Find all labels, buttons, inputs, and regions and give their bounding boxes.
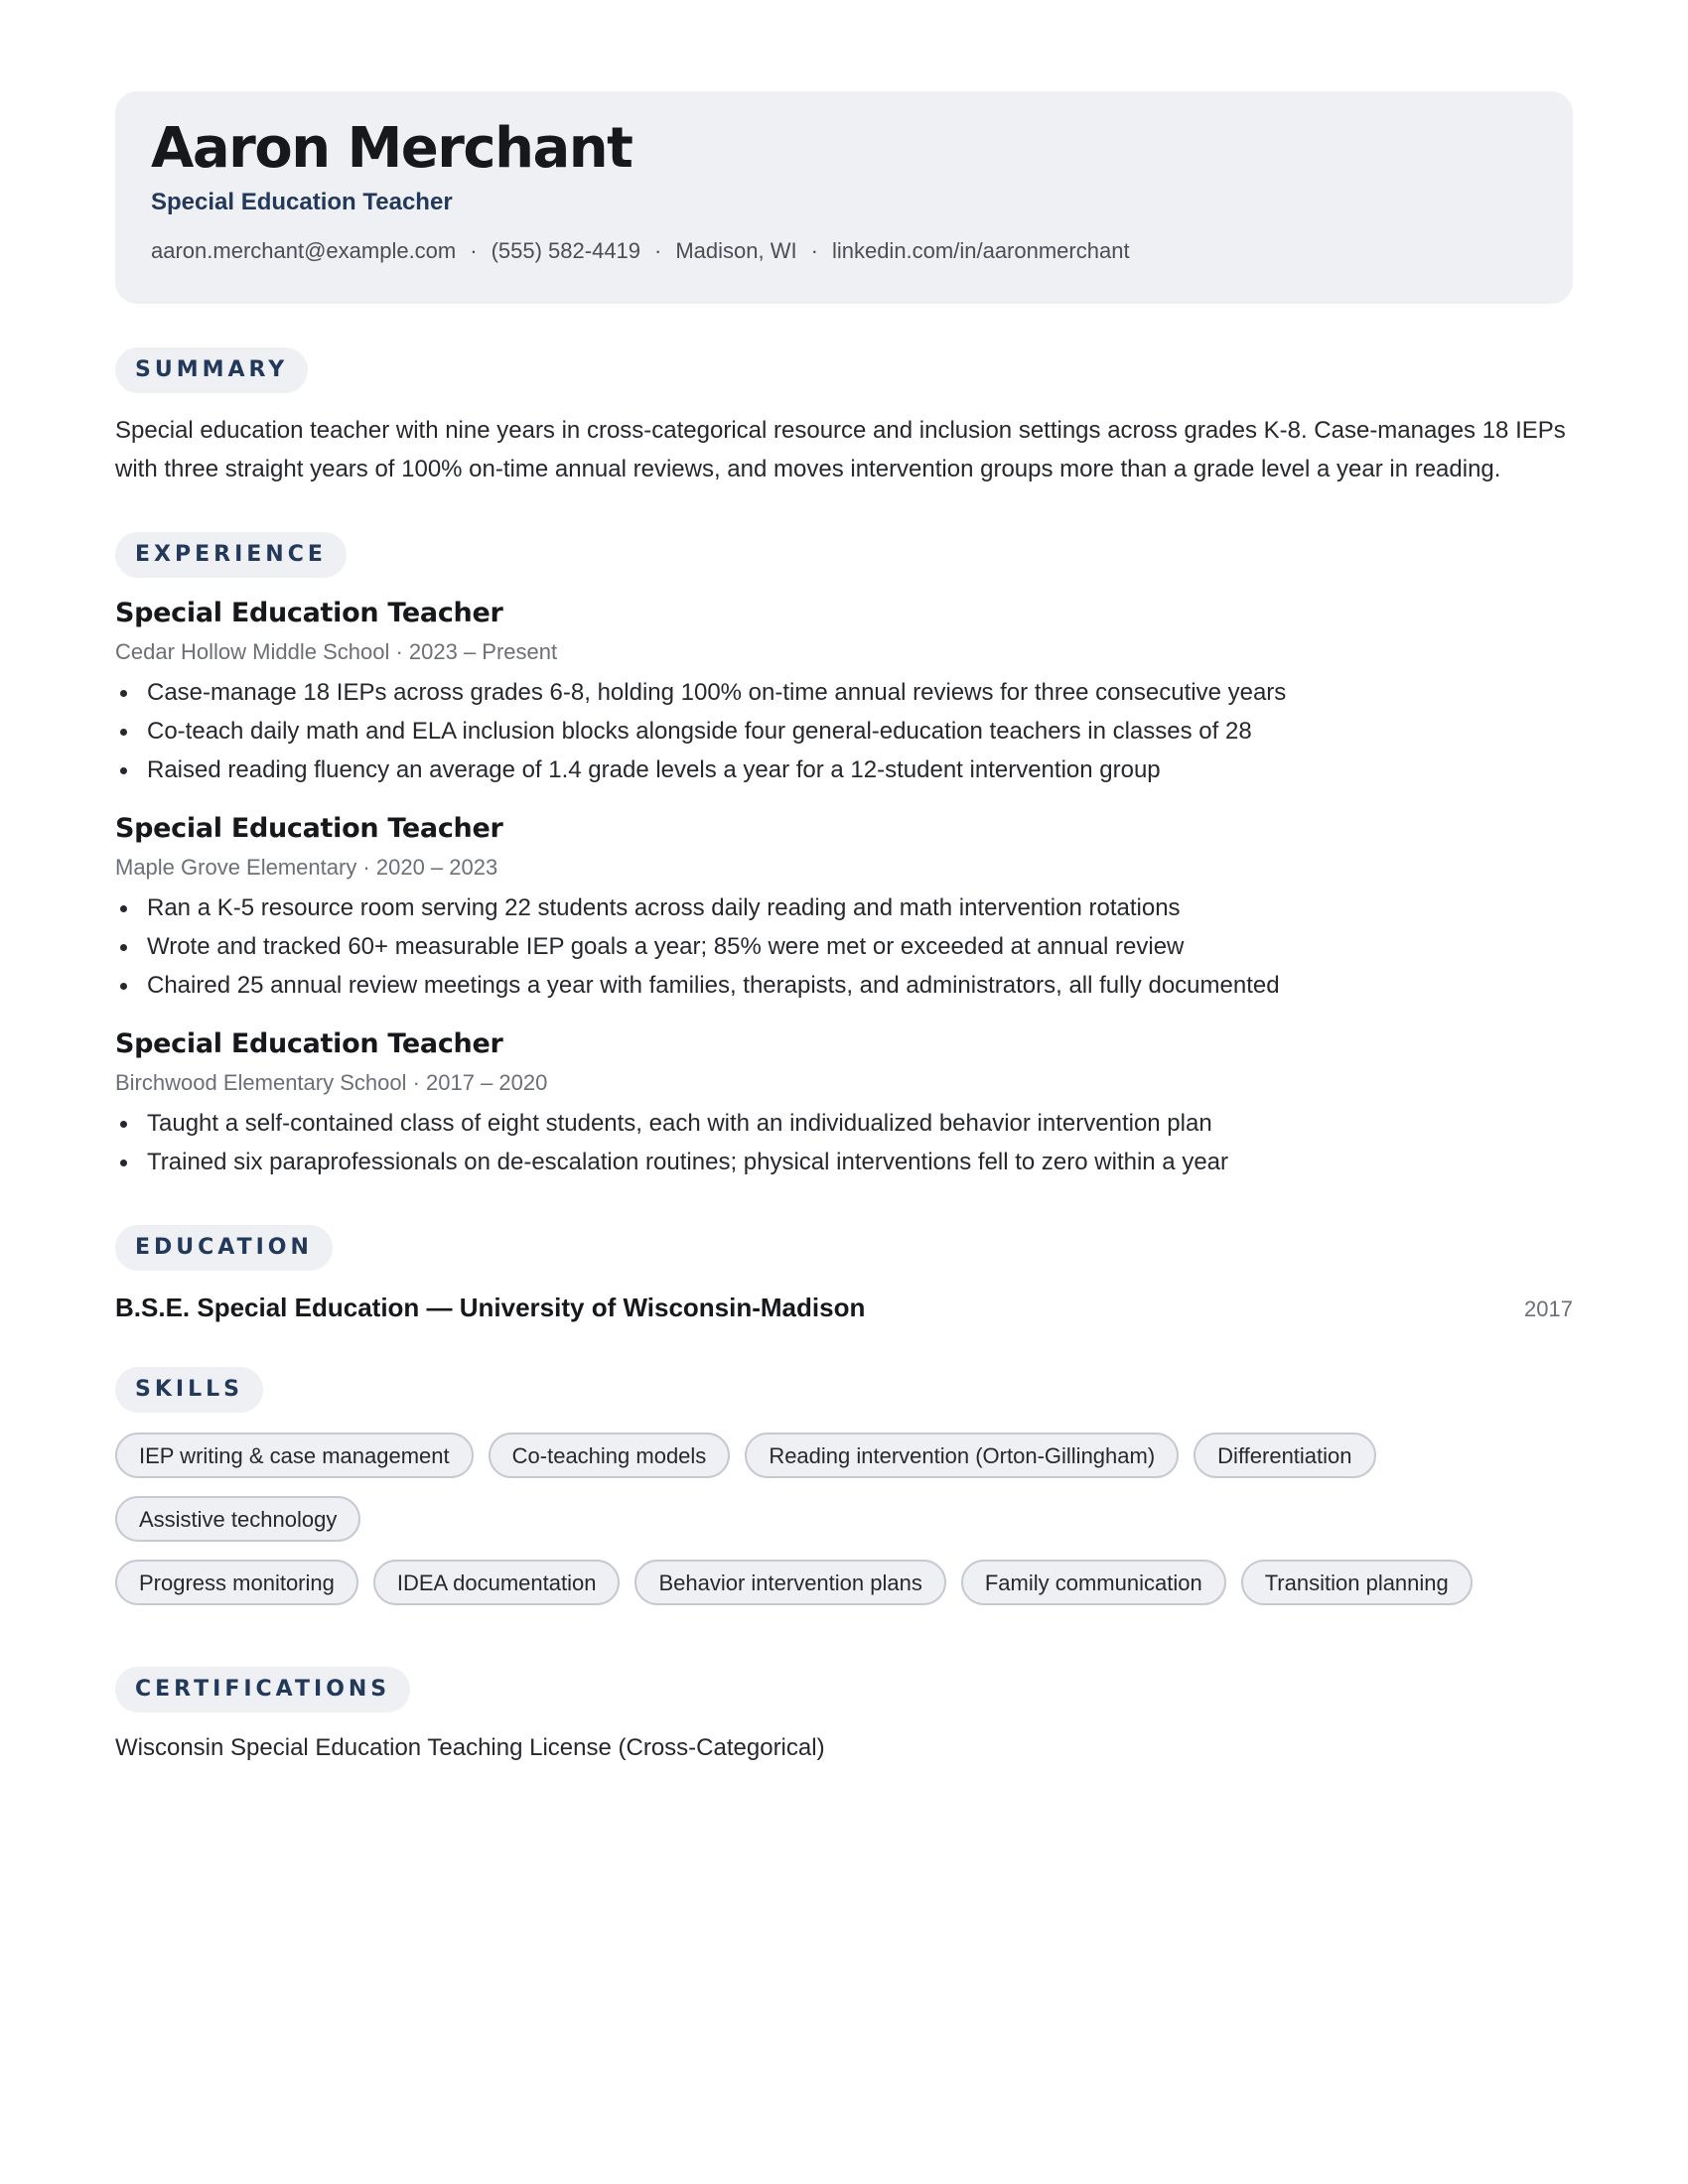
contact-email: aaron.merchant@example.com	[151, 238, 457, 264]
section-heading-experience: EXPERIENCE	[115, 532, 347, 578]
job-title: Special Education Teacher	[115, 598, 503, 628]
skill-chip: Reading intervention (Orton-Gillingham)	[745, 1433, 1179, 1478]
skill-chip: Assistive technology	[115, 1496, 360, 1542]
education-section	[115, 1225, 1573, 1323]
experience-section	[115, 532, 1573, 1181]
summary-section	[115, 347, 1573, 488]
job-entry	[115, 1026, 1573, 1181]
certification-item: Wisconsin Special Education Teaching License (Cross-Categorical)	[115, 1734, 825, 1761]
skill-chip: Progress monitoring	[115, 1560, 358, 1605]
skill-chips-group	[115, 1433, 1573, 1560]
job-meta: Cedar Hollow Middle School · 2023 – Present	[115, 639, 558, 664]
skill-chips-group	[115, 1560, 1573, 1623]
certifications-section	[115, 1667, 1573, 1764]
job-bullet: Case-manage 18 IEPs across grades 6-8, holding 100% on-time annual reviews for three consecutive years	[115, 673, 1573, 712]
job-bullet: Chaired 25 annual review meetings a year with families, therapists, and administrators, all fully documented	[115, 966, 1573, 1005]
candidate-name: Aaron Merchant	[151, 116, 633, 181]
section-heading-education: EDUCATION	[115, 1225, 333, 1271]
skill-chip: IEP writing & case management	[115, 1433, 474, 1478]
job-bullet: Taught a self-contained class of eight students, each with an individualized behavior intervention plan	[115, 1104, 1573, 1143]
contact-linkedin: linkedin.com/in/aaronmerchant	[831, 238, 1130, 264]
job-bullet: Raised reading fluency an average of 1.4 grade levels a year for a 12-student intervention group	[115, 751, 1573, 789]
skill-chip: Family communication	[961, 1560, 1226, 1605]
skill-chip: Differentiation	[1194, 1433, 1375, 1478]
job-title: Special Education Teacher	[115, 1028, 503, 1059]
section-heading-certifications: CERTIFICATIONS	[115, 1667, 410, 1712]
job-bullet: Trained six paraprofessionals on de-escalation routines; physical interventions fell to zero within a year	[115, 1143, 1573, 1181]
job-title: Special Education Teacher	[115, 813, 503, 844]
candidate-role: Special Education Teacher	[151, 189, 453, 216]
job-entry	[115, 596, 1573, 789]
job-meta: Maple Grove Elementary · 2020 – 2023	[115, 855, 498, 880]
skills-section	[115, 1367, 1573, 1623]
summary-text: Special education teacher with nine years in cross-categorical resource and inclusion settings across grades K-8. Case-manages 18 IEPs with three straight years of 100% on-time annual reviews, and moves intervention groups more than a grade level a year in reading.	[115, 417, 1566, 482]
section-heading-skills: SKILLS	[115, 1367, 263, 1413]
contact-phone: (555) 582-4419	[491, 238, 641, 264]
contact-line	[151, 238, 1537, 264]
job-entry	[115, 811, 1573, 1005]
skill-chip: Co-teaching models	[489, 1433, 731, 1478]
education-entry	[115, 1293, 1573, 1323]
job-bullet: Ran a K-5 resource room serving 22 students across daily reading and math intervention rotations	[115, 888, 1573, 927]
contact-location: Madison, WI	[675, 238, 797, 264]
resume-header	[115, 91, 1573, 304]
job-bullets	[115, 1104, 1573, 1181]
contact-separator: ·	[810, 238, 818, 264]
section-heading-summary: SUMMARY	[115, 347, 308, 393]
skill-chip: Behavior intervention plans	[634, 1560, 945, 1605]
contact-separator: ·	[470, 238, 478, 264]
job-bullets	[115, 888, 1573, 1005]
education-degree: B.S.E. Special Education — University of Wisconsin-Madison	[115, 1293, 866, 1322]
job-bullet: Wrote and tracked 60+ measurable IEP goals a year; 85% were met or exceeded at annual review	[115, 927, 1573, 966]
job-bullet: Co-teach daily math and ELA inclusion blocks alongside four general-education teachers in classes of 28	[115, 712, 1573, 751]
education-year: 2017	[1524, 1297, 1573, 1321]
skill-chip: IDEA documentation	[373, 1560, 621, 1605]
job-meta: Birchwood Elementary School · 2017 – 2020	[115, 1070, 548, 1095]
job-bullets	[115, 673, 1573, 789]
skill-chip: Transition planning	[1241, 1560, 1473, 1605]
contact-separator: ·	[654, 238, 662, 264]
